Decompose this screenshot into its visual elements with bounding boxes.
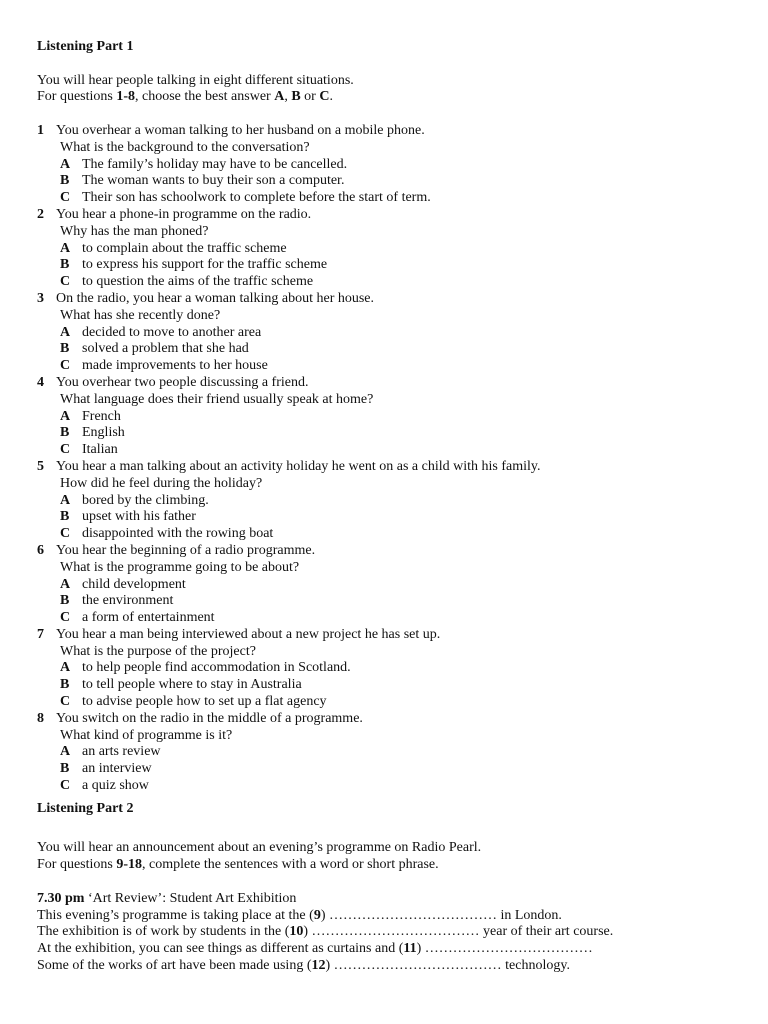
answer-option <box>37 325 748 342</box>
option-text: to complain about the traffic scheme <box>82 240 287 256</box>
question-context <box>37 711 748 728</box>
part2-sentence-list <box>37 908 748 975</box>
answer-option <box>37 509 748 526</box>
option-text: child development <box>82 576 186 592</box>
option-letter: A <box>60 240 71 256</box>
option-letter: B <box>60 509 70 525</box>
option-letter: A <box>60 156 71 172</box>
option-letter: C <box>60 694 71 710</box>
gap-number: 12 <box>311 958 326 974</box>
question-stem: What is the programme going to be about? <box>60 559 300 575</box>
part1-intro-line1: You will hear people talking in eight different situations. <box>37 72 354 88</box>
question-context-text: You hear a man being interviewed about a new project he has set up. <box>56 626 441 642</box>
gap-number: 11 <box>403 941 417 957</box>
programme-title <box>37 891 748 908</box>
answer-option <box>37 493 748 510</box>
question-number: 4 <box>37 374 44 390</box>
option-text: decided to move to another area <box>82 324 262 340</box>
option-text: upset with his father <box>82 509 196 525</box>
option-letter: A <box>60 408 71 424</box>
answer-option <box>37 274 748 291</box>
question-number: 3 <box>37 290 44 306</box>
option-text: The woman wants to buy their son a computer. <box>82 173 345 189</box>
question-context-text: You overhear a woman talking to her husband on a mobile phone. <box>56 122 425 138</box>
option-text: English <box>82 425 125 441</box>
option-letter: C <box>60 274 71 290</box>
option-letter: B <box>60 593 70 609</box>
option-letter: B <box>60 761 70 777</box>
programme-name: ‘Art Review’: Student Art Exhibition <box>84 890 297 906</box>
question-stem: Why has the man phoned? <box>60 223 209 239</box>
option-letter: C <box>60 610 71 626</box>
question-stem: What is the purpose of the project? <box>60 643 256 659</box>
answer-option <box>37 257 748 274</box>
answer-option <box>37 190 748 207</box>
option-text: solved a problem that she had <box>82 341 249 357</box>
question-number: 5 <box>37 458 44 474</box>
question-context-text: You hear a phone-in programme on the radio. <box>56 206 312 222</box>
option-text: to question the aims of the traffic scheme <box>82 274 314 290</box>
option-letter: B <box>60 173 70 189</box>
option-text: made improvements to her house <box>82 358 268 374</box>
question-context <box>37 459 748 476</box>
option-text: Their son has schoolwork to complete before the start of term. <box>82 190 431 206</box>
answer-option <box>37 677 748 694</box>
option-letter: C <box>60 190 71 206</box>
worksheet-page <box>37 39 748 975</box>
gap-fill-sentence: At the exhibition, you can see things as different as curtains and (11) ……………………………… <box>37 941 593 957</box>
answer-option <box>37 778 748 795</box>
part2-intro-line2: For questions 9-18, complete the sentences with a word or short phrase. <box>37 857 439 873</box>
option-text: disappointed with the rowing boat <box>82 526 274 542</box>
option-text: French <box>82 408 121 424</box>
answer-option <box>37 341 748 358</box>
question-stem: What kind of programme is it? <box>60 727 233 743</box>
option-letter: A <box>60 492 71 508</box>
question-number: 7 <box>37 626 44 642</box>
answer-option <box>37 526 748 543</box>
option-text: Italian <box>82 442 118 458</box>
option-letter: C <box>60 778 71 794</box>
answer-option <box>37 577 748 594</box>
question-context <box>37 291 748 308</box>
option-letter: A <box>60 324 71 340</box>
question-context <box>37 375 748 392</box>
part1-question-list <box>37 123 748 795</box>
option-letter: B <box>60 257 70 273</box>
question-context-text: You overhear two people discussing a friend. <box>56 374 309 390</box>
answer-option <box>37 593 748 610</box>
answer-option <box>37 409 748 426</box>
answer-option <box>37 744 748 761</box>
question-context <box>37 543 748 560</box>
answer-option <box>37 425 748 442</box>
part2-intro-line1: You will hear an announcement about an evening’s programme on Radio Pearl. <box>37 840 482 856</box>
gap-fill-sentence: The exhibition is of work by students in the (10) ……………………………… year of their art course. <box>37 924 614 940</box>
answer-option <box>37 241 748 258</box>
answer-option <box>37 694 748 711</box>
gap-fill-sentence: Some of the works of art have been made using (12) ……………………………… technology. <box>37 958 570 974</box>
part1-intro-line2: For questions 1-8, choose the best answer A, B or C. <box>37 89 333 105</box>
question-context <box>37 207 748 224</box>
question-range: 1-8 <box>116 89 136 105</box>
answer-blank: ) ……………………………… in London. <box>320 907 562 923</box>
question-number: 8 <box>37 710 44 726</box>
option-text: The family’s holiday may have to be cancelled. <box>82 156 348 172</box>
option-text: to help people find accommodation in Scotland. <box>82 660 351 676</box>
option-letter: A <box>60 744 71 760</box>
option-text: to express his support for the traffic scheme <box>82 257 328 273</box>
question-context <box>37 627 748 644</box>
option-letter: B <box>60 425 70 441</box>
part1-heading: Listening Part 1 <box>37 39 134 54</box>
question-stem: What is the background to the conversation? <box>60 139 310 155</box>
answer-option <box>37 157 748 174</box>
gap-fill-sentence: This evening’s programme is taking place at the (9) ……………………………… in London. <box>37 907 562 923</box>
question-stem: How did he feel during the holiday? <box>60 475 263 491</box>
question-stem: What has she recently done? <box>60 307 221 323</box>
gap-number: 9 <box>313 907 321 923</box>
option-text: to advise people how to set up a flat agency <box>82 694 327 710</box>
gap-number: 10 <box>289 924 304 940</box>
question-range: 9-18 <box>116 857 143 873</box>
option-letter: C <box>60 442 71 458</box>
option-letter: B <box>60 677 70 693</box>
option-letter: B <box>60 341 70 357</box>
answer-blank: ) ……………………………… <box>416 941 593 957</box>
option-text: the environment <box>82 593 174 609</box>
option-text: a form of entertainment <box>82 610 215 626</box>
answer-option <box>37 610 748 627</box>
option-letter: A <box>60 576 71 592</box>
question-context-text: You hear the beginning of a radio programme. <box>56 542 316 558</box>
answer-option <box>37 173 748 190</box>
answer-option <box>37 761 748 778</box>
option-text: a quiz show <box>82 778 149 794</box>
programme-time: 7.30 pm <box>37 890 85 906</box>
question-context-text: You hear a man talking about an activity holiday he went on as a child with his family. <box>56 458 541 474</box>
answer-option <box>37 358 748 375</box>
question-stem: What language does their friend usually speak at home? <box>60 391 374 407</box>
option-text: bored by the climbing. <box>82 492 209 508</box>
question-number: 6 <box>37 542 44 558</box>
option-text: to tell people where to stay in Australia <box>82 677 302 693</box>
option-letter: C <box>60 526 71 542</box>
question-context-text: On the radio, you hear a woman talking about her house. <box>56 290 375 306</box>
option-text: an interview <box>82 761 152 777</box>
answer-blank: ) ……………………………… technology. <box>325 958 570 974</box>
answer-option <box>37 442 748 459</box>
option-letter: C <box>60 358 71 374</box>
question-context-text: You switch on the radio in the middle of a programme. <box>56 710 363 726</box>
option-letter: A <box>60 660 71 676</box>
part2-heading: Listening Part 2 <box>37 800 134 816</box>
answer-option <box>37 660 748 677</box>
option-text: an arts review <box>82 744 161 760</box>
answer-blank: ) ……………………………… year of their art course. <box>303 924 614 940</box>
question-number: 2 <box>37 206 44 222</box>
question-context <box>37 123 748 140</box>
question-number: 1 <box>37 122 44 138</box>
